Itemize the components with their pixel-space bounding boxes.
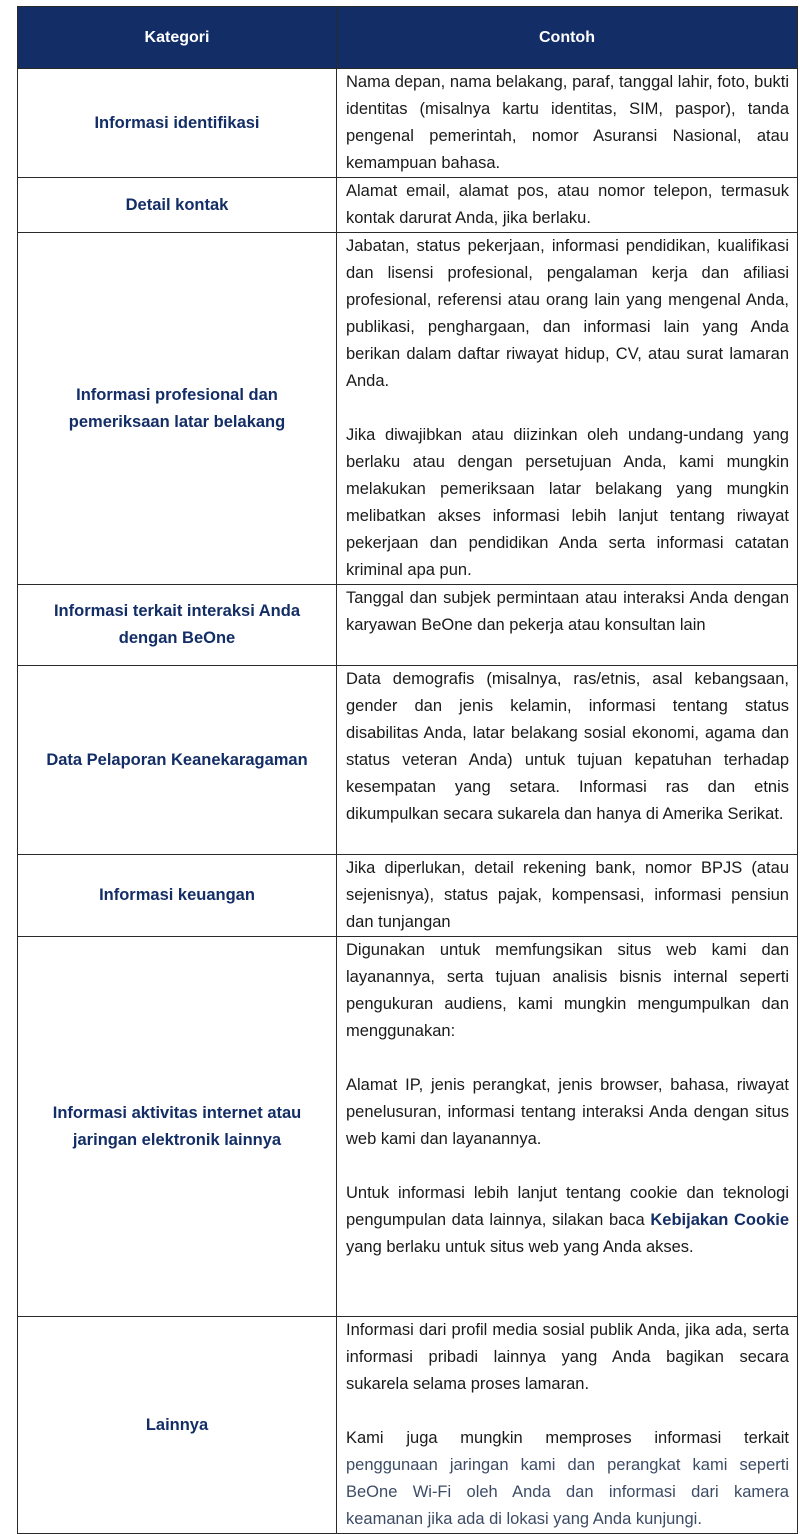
table-row <box>18 233 798 585</box>
example-text: Jika diwajibkan atau diizinkan oleh undang-undang yang berlaku atau dengan persetujuan Anda, kami mungkin melakukan pemeriksaan latar belakang yang mungkin melibatkan akses informasi lebih lanjut tentang riwayat pekerjaan dan pendidikan Anda serta informasi catatan kriminal apa pun. <box>346 426 789 579</box>
header-contoh: Contoh <box>337 7 798 69</box>
table-header-row <box>18 7 798 69</box>
example-cell <box>337 585 798 666</box>
table-row <box>18 585 798 666</box>
example-cell <box>337 178 798 233</box>
example-text: Data demografis (misalnya, ras/etnis, asal kebangsaan, gender dan jenis kelamin, informasi tentang status disabilitas Anda, latar belakang sosial ekonomi, agama dan status veteran Anda) untuk tujuan kepatuhan terhadap kesempatan yang setara. Informasi ras dan etnis dikumpulkan secara sukarela dan hanya di Amerika Serikat. <box>346 670 789 823</box>
table-row <box>18 69 798 178</box>
example-cell <box>337 937 798 1317</box>
example-text: Alamat IP, jenis perangkat, jenis browser, bahasa, riwayat penelusuran, informasi tentang interaksi Anda dengan situs web kami dan layanannya. <box>346 1076 789 1148</box>
data-category-table <box>17 6 798 1534</box>
category-cell: Informasi identifikasi <box>18 69 337 178</box>
example-text: Jika diperlukan, detail rekening bank, nomor BPJS (atau sejenisnya), status pajak, kompensasi, informasi pensiun dan tunjangan <box>346 859 789 931</box>
example-text: Alamat email, alamat pos, atau nomor telepon, termasuk kontak darurat Anda, jika berlaku. <box>346 182 789 227</box>
cookie-policy-link[interactable]: Kebijakan Cookie <box>650 1211 790 1229</box>
table-row <box>18 937 798 1317</box>
example-text-part: penggunaan jaringan kami dan perangkat kami seperti BeOne Wi-Fi oleh Anda dan informasi dari kamera keamanan jika ada di lokasi yang Anda kunjungi. <box>346 1456 789 1528</box>
category-cell: Data Pelaporan Keanekaragaman <box>18 666 337 855</box>
table-row <box>18 1317 798 1534</box>
category-cell: Informasi aktivitas internet atau jaringan elektronik lainnya <box>18 937 337 1317</box>
category-cell: Informasi profesional dan pemeriksaan latar belakang <box>18 233 337 585</box>
example-cell <box>337 855 798 937</box>
example-cell <box>337 233 798 585</box>
example-text: Informasi dari profil media sosial publik Anda, jika ada, serta informasi pribadi lainnya yang Anda bagikan secara sukarela selama proses lamaran. <box>346 1321 789 1393</box>
example-text: Nama depan, nama belakang, paraf, tanggal lahir, foto, bukti identitas (misalnya kartu identitas, SIM, paspor), tanda pengenal pemerintah, nomor Asuransi Nasional, atau kemampuan bahasa. <box>346 73 789 172</box>
example-text: Digunakan untuk memfungsikan situs web kami dan layanannya, serta tujuan analisis bisnis internal seperti pengukuran audiens, kami mungkin mengumpulkan dan menggunakan: <box>346 941 789 1040</box>
category-cell: Detail kontak <box>18 178 337 233</box>
example-text-part: Kami juga mungkin memproses informasi terkait <box>346 1429 789 1447</box>
example-text <box>346 1425 789 1533</box>
category-cell: Lainnya <box>18 1317 337 1534</box>
example-cell <box>337 666 798 855</box>
header-kategori: Kategori <box>18 7 337 69</box>
category-cell: Informasi keuangan <box>18 855 337 937</box>
example-text: Tanggal dan subjek permintaan atau interaksi Anda dengan karyawan BeOne dan pekerja atau konsultan lain <box>346 589 789 634</box>
table-row <box>18 855 798 937</box>
example-text-part: yang berlaku untuk situs web yang Anda akses. <box>346 1238 694 1256</box>
example-text-part: Untuk informasi lebih lanjut tentang cookie dan teknologi pengumpulan data lainnya, silakan baca <box>346 1184 789 1229</box>
example-cell <box>337 1317 798 1534</box>
example-text: Jabatan, status pekerjaan, informasi pendidikan, kualifikasi dan lisensi profesional, pengalaman kerja dan afiliasi profesional, referensi atau orang lain yang mengenal Anda, publikasi, penghargaan, dan informasi lain yang Anda berikan dalam daftar riwayat hidup, CV, atau surat lamaran Anda. <box>346 237 789 390</box>
category-cell: Informasi terkait interaksi Anda dengan BeOne <box>18 585 337 666</box>
table-row <box>18 178 798 233</box>
table-row <box>18 666 798 855</box>
example-text <box>346 1180 789 1261</box>
example-cell <box>337 69 798 178</box>
